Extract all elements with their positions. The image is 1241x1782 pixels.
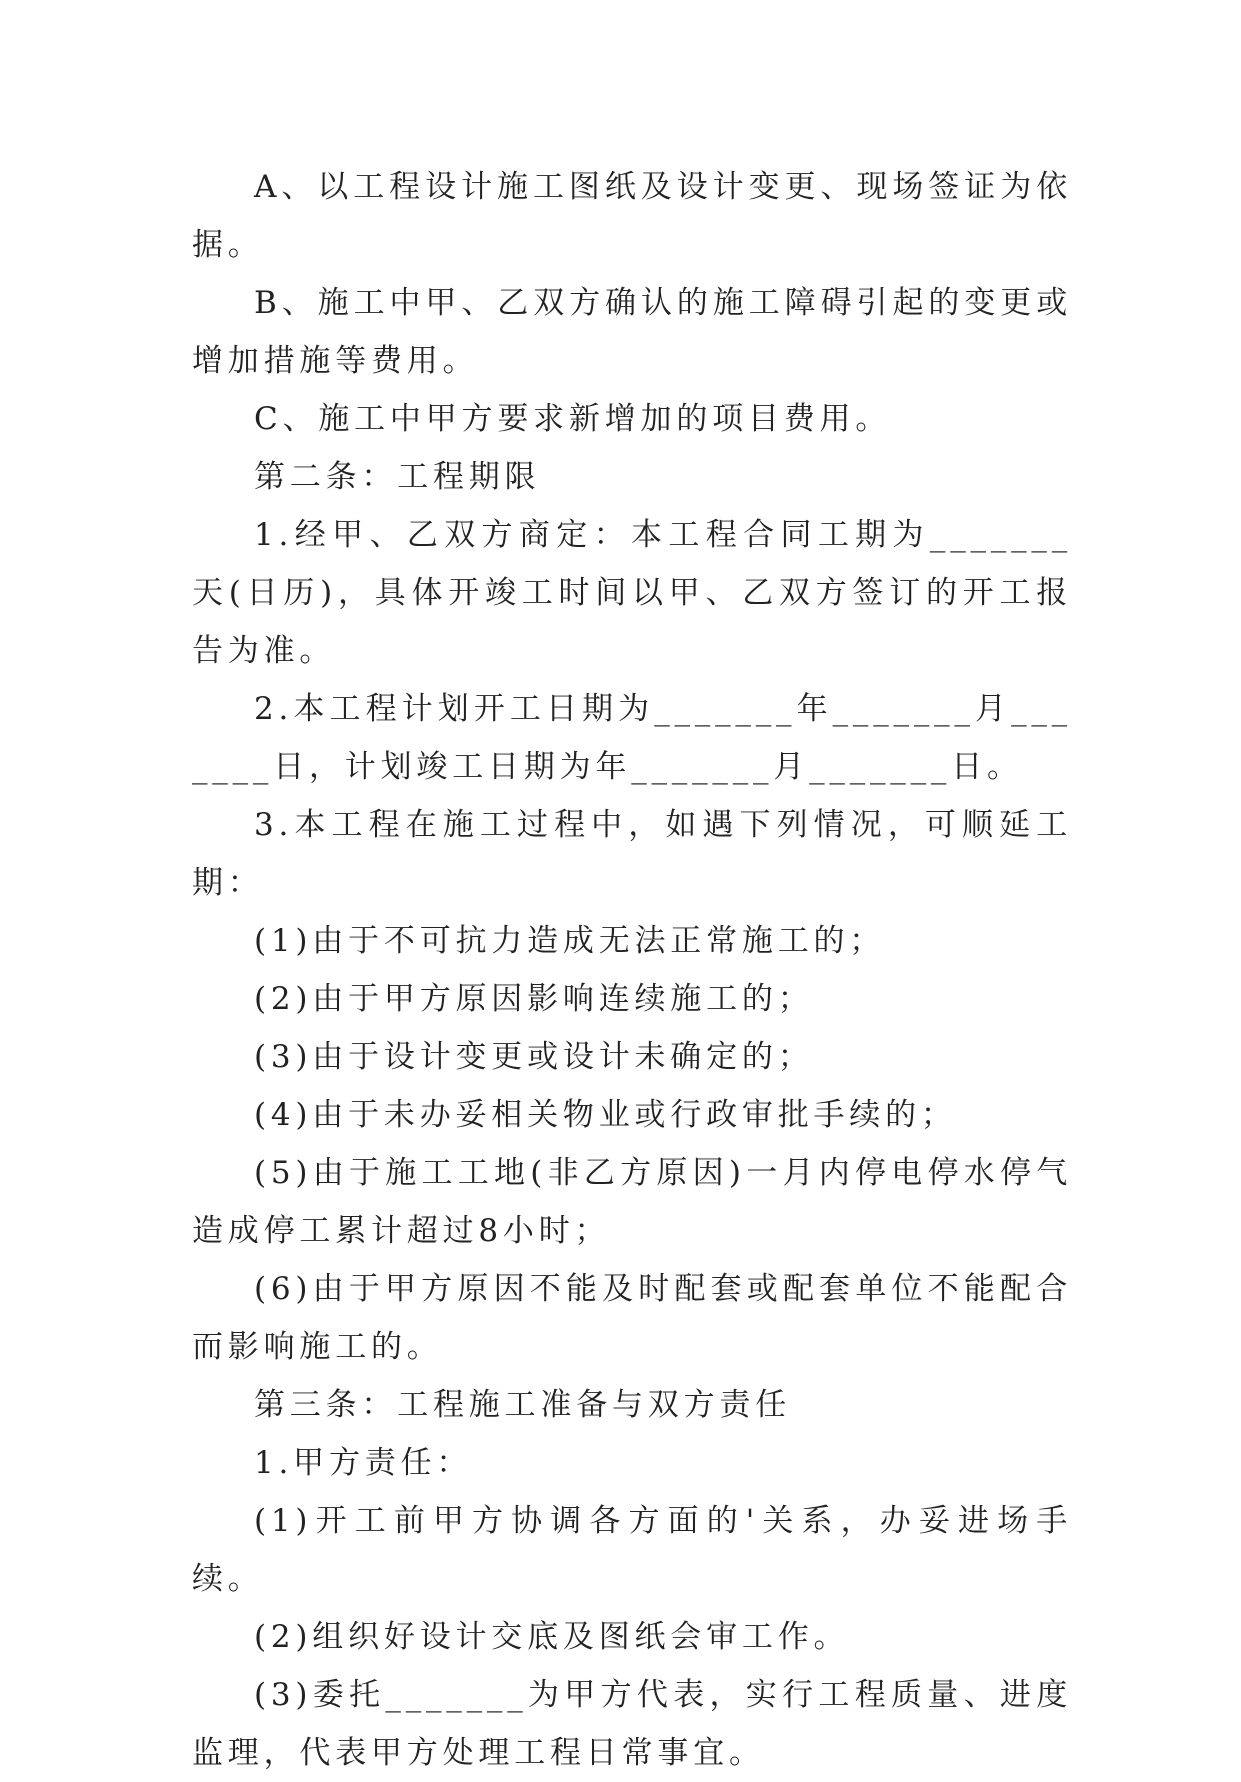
list-item: (1)开工前甲方协调各方面的'关系，办妥进场手续。 [192, 1503, 1072, 1597]
document-body [192, 158, 1072, 1782]
list-item: (6)由于甲方原因不能及时配套或配套单位不能配合而影响施工的。 [192, 1271, 1072, 1365]
list-item: (1)由于不可抗力造成无法正常施工的； [254, 923, 886, 959]
list-item: (3)由于设计变更或设计未确定的； [254, 1039, 814, 1075]
paragraph: C、施工中甲方要求新增加的项目费用。 [254, 401, 892, 437]
list-item: (5)由于施工工地(非乙方原因)一月内停电停水停气造成停工累计超过8小时； [192, 1155, 1072, 1249]
paragraph: 3.本工程在施工过程中，如遇下列情况，可顺延工期： [192, 807, 1072, 901]
paragraph: A、以工程设计施工图纸及设计变更、现场签证为依据。 [192, 169, 1072, 263]
section-heading: 第二条：工程期限 [254, 459, 541, 495]
list-item: (3)委托_______为甲方代表，实行工程质量、进度监理，代表甲方处理工程日常事宜。 [192, 1677, 1072, 1771]
paragraph: 2.本工程计划开工日期为_______年_______月_______日，计划竣工日期为年_______月_______日。 [192, 691, 1072, 785]
list-item: (2)组织好设计交底及图纸会审工作。 [254, 1619, 850, 1655]
section-heading: 第三条：工程施工准备与双方责任 [254, 1387, 791, 1423]
paragraph: B、施工中甲、乙双方确认的施工障碍引起的变更或增加措施等费用。 [192, 285, 1072, 379]
paragraph: 1.甲方责任： [254, 1445, 473, 1481]
paragraph: 1.经甲、乙双方商定：本工程合同工期为_______天(日历)，具体开竣工时间以甲、乙双方签订的开工报告为准。 [192, 517, 1072, 669]
list-item: (4)由于未办妥相关物业或行政审批手续的； [254, 1097, 957, 1133]
list-item: (2)由于甲方原因影响连续施工的； [254, 981, 814, 1017]
